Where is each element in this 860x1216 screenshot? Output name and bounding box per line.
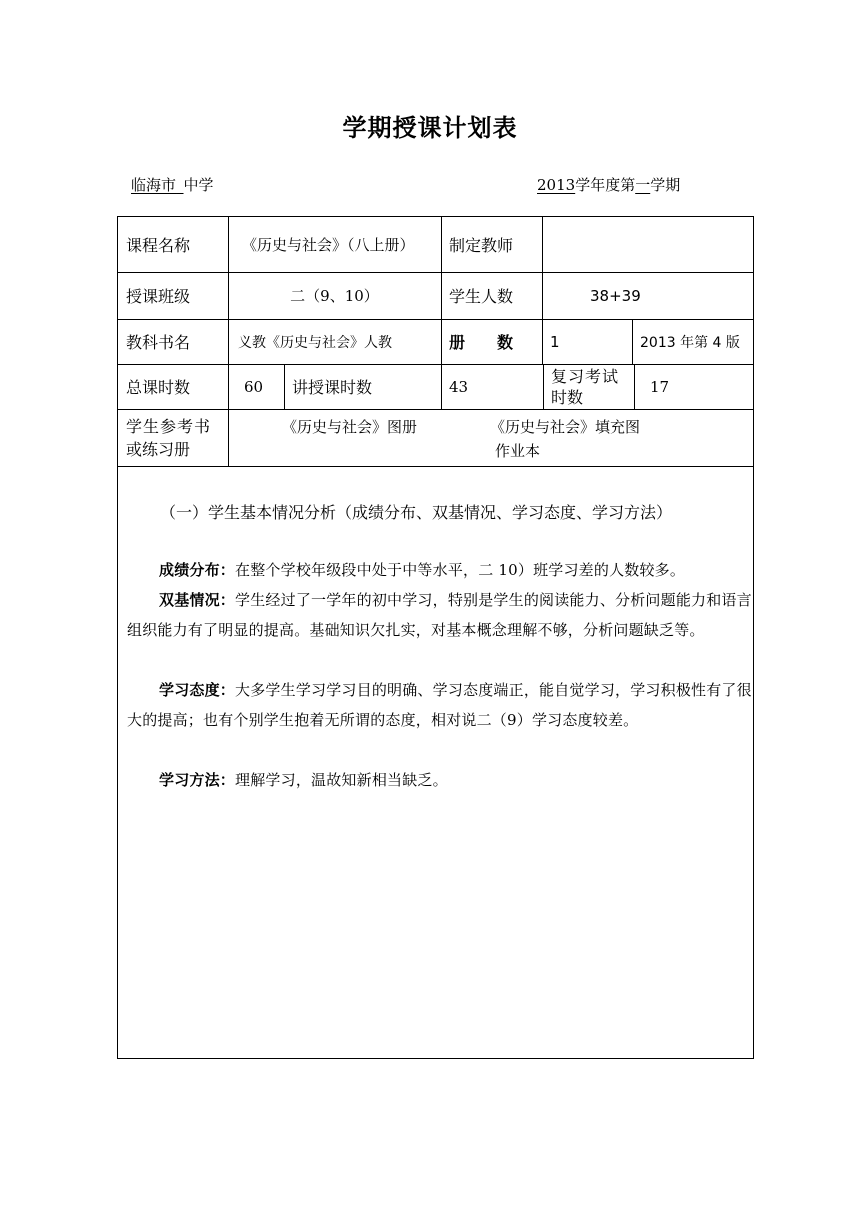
course-name-label: 课程名称 xyxy=(126,236,191,255)
school-city: 临海市 xyxy=(131,176,177,194)
review-hours-label-line2: 时数 xyxy=(551,387,584,407)
review-hours-label xyxy=(551,364,619,409)
class-value: 二（9、10） xyxy=(290,287,379,305)
basics-key: 双基情况： xyxy=(159,591,236,609)
term-year: 2013 xyxy=(537,176,576,194)
term-mid: 学年度第 xyxy=(575,176,636,194)
attitude-key: 学习态度： xyxy=(159,681,236,699)
reference-value-atlas: 《历史与社会》图册 xyxy=(282,417,418,436)
school-line xyxy=(131,174,214,195)
basics-text: 学生经过了一学年的初中学习，特别是学生的阅读能力、分析问题能力和语言组织能力有了明显的提高。基础知识欠扎实，对基本概念理解不够，分析问题缺乏等。 xyxy=(127,591,752,639)
term-number: 一 xyxy=(635,176,651,194)
students-value: 38+39 xyxy=(590,286,641,305)
reference-label xyxy=(126,409,211,466)
attitude-text: 大多学生学习学习目的明确、学习态度端正，能自觉学习，学习积极性有了很大的提高；也有个别学生抱着无所谓的态度，相对说二（9）学习态度较差。 xyxy=(127,681,752,729)
edition-value: 2013 年第 4 版 xyxy=(640,334,740,351)
basics-paragraph xyxy=(127,585,753,645)
grades-key: 成绩分布： xyxy=(159,561,236,579)
reference-value-fill-map: 《历史与社会》填充图 xyxy=(490,417,641,436)
teacher-label: 制定教师 xyxy=(449,236,514,255)
reference-value-workbook: 作业本 xyxy=(495,441,541,460)
review-hours-value: 17 xyxy=(650,377,670,396)
volume-label: 册 数 xyxy=(449,333,514,352)
review-hours-label-line1: 复习考试 xyxy=(551,366,620,386)
method-key: 学习方法： xyxy=(159,771,236,789)
term-line xyxy=(537,174,680,195)
reference-label-line1: 学生参考书 xyxy=(126,416,212,436)
reference-label-line2: 或练习册 xyxy=(126,439,191,459)
school-suffix: 中学 xyxy=(183,176,214,194)
section-heading: （一）学生基本情况分析（成绩分布、双基情况、学习态度、学习方法） xyxy=(160,503,673,522)
page-title: 学期授课计划表 xyxy=(342,114,518,142)
class-label: 授课班级 xyxy=(126,287,191,306)
term-end: 学期 xyxy=(650,176,681,194)
total-hours-label: 总课时数 xyxy=(126,378,191,397)
method-paragraph xyxy=(127,765,753,795)
total-hours-value: 60 xyxy=(244,377,264,396)
lecture-hours-value: 43 xyxy=(449,377,469,396)
textbook-value: 义教《历史与社会》人教 xyxy=(238,334,392,351)
students-label: 学生人数 xyxy=(449,287,514,306)
lecture-hours-label: 讲授课时数 xyxy=(292,378,373,397)
textbook-label: 教科书名 xyxy=(126,333,191,352)
course-name-value: 《历史与社会》（八上册） xyxy=(242,236,415,254)
grades-paragraph xyxy=(127,555,753,585)
method-text: 理解学习，温故知新相当缺乏。 xyxy=(235,771,448,789)
volume-value: 1 xyxy=(550,332,560,351)
grades-text: 在整个学校年级段中处于中等水平，二 10）班学习差的人数较多。 xyxy=(235,561,686,579)
attitude-paragraph xyxy=(127,675,753,735)
